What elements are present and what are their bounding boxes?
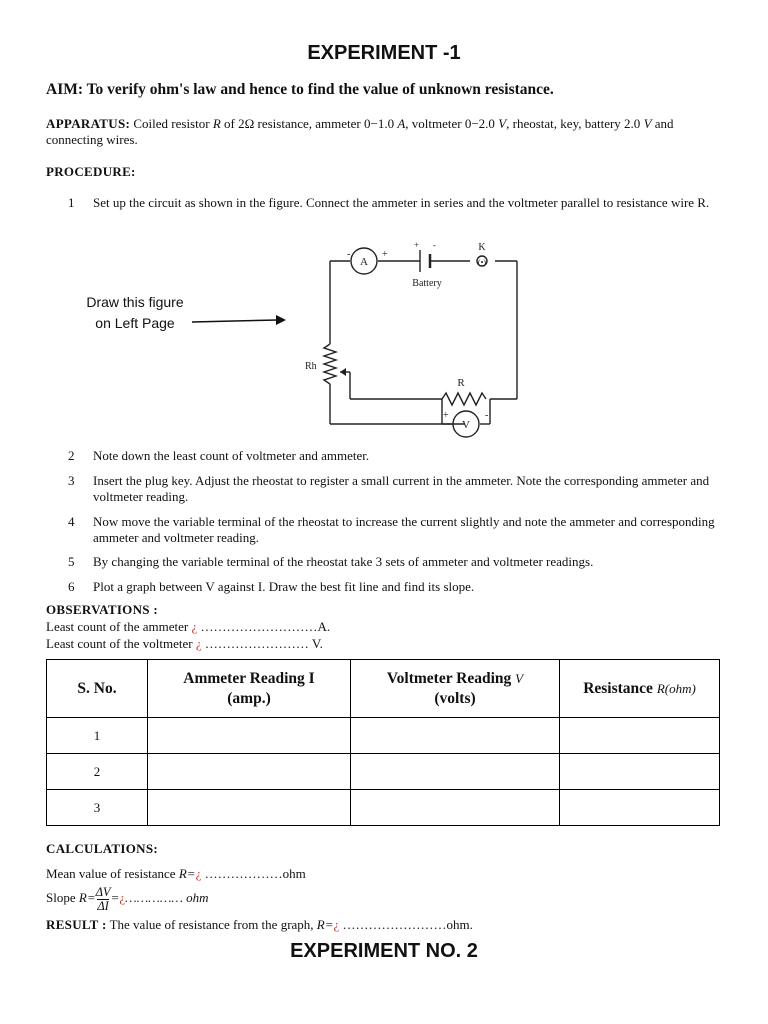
table-header-row	[47, 660, 720, 718]
lc-ammeter-blank: ………………………A.	[197, 619, 331, 634]
figure-note-line-2: on Left Page	[95, 315, 175, 331]
slope-text: Slope	[46, 890, 79, 905]
observations-heading: OBSERVATIONS :	[46, 602, 158, 617]
result-blank: ……………………ohm.	[339, 917, 473, 932]
pointer-arrow	[190, 312, 290, 332]
step-1	[68, 195, 728, 211]
battery-plus: +	[414, 240, 420, 250]
step-number: 6	[68, 579, 75, 594]
step-text: Insert the plug key. Adjust the rheostat to register a small current in the ammeter. Note the corresponding ammeter and voltmeter reading.	[93, 473, 710, 504]
placeholder-glyph: ¿	[333, 917, 340, 932]
table-cell[interactable]	[351, 790, 560, 826]
rheostat-arrow	[340, 368, 346, 376]
circuit-diagram	[180, 234, 530, 444]
result-line	[46, 917, 726, 933]
slope-R: R=	[78, 890, 96, 905]
key-label: K	[478, 242, 486, 253]
ammeter-minus: -	[347, 249, 351, 260]
mean-resistance-line	[46, 866, 726, 882]
figure-note-line-1: Draw this figure	[86, 294, 184, 310]
least-count-voltmeter	[46, 636, 726, 652]
apparatus-text-4: , rheostat, key, battery 2.0	[506, 116, 644, 131]
resistor-symbol	[442, 393, 486, 405]
result-expr: R=	[316, 917, 334, 932]
key-plug: (•)	[477, 258, 487, 267]
procedure-heading: PROCEDURE:	[46, 164, 136, 179]
step-4	[68, 514, 728, 546]
step-2	[68, 448, 728, 464]
apparatus-A: A	[397, 116, 406, 131]
header-resistance-title: Resistance	[583, 679, 657, 697]
apparatus-text-5: and connecting wires.	[46, 116, 674, 147]
header-resistance-unit: R(ohm)	[656, 680, 696, 696]
apparatus-paragraph	[46, 116, 726, 148]
slope-equals: =	[110, 890, 120, 905]
apparatus-text-2: of 2Ω resistance, ammeter 0−1.0	[220, 116, 398, 131]
step-number: 4	[68, 514, 75, 529]
table-cell[interactable]	[560, 718, 720, 754]
resistor-label: R	[457, 377, 465, 389]
apparatus-text-1: Coiled resistor	[133, 116, 213, 131]
mean-expr: R=	[178, 866, 196, 881]
apparatus-V: V	[498, 116, 507, 131]
next-experiment-title: EXPERIMENT NO. 2	[290, 940, 478, 962]
table-row	[47, 754, 720, 790]
step-number: 3	[68, 473, 75, 488]
placeholder-glyph: ¿	[191, 619, 198, 634]
slope-fraction	[96, 886, 111, 913]
calculations-heading: CALCULATIONS:	[46, 841, 159, 856]
placeholder-glyph: ¿	[119, 890, 126, 905]
header-ammeter-unit: (amp.)	[227, 689, 271, 707]
header-voltmeter-symbol: V	[515, 670, 524, 686]
step-3	[68, 473, 728, 505]
mean-blank: ………………ohm	[201, 866, 306, 881]
row-number: 2	[47, 754, 148, 790]
table-cell[interactable]	[351, 754, 560, 790]
table-row	[47, 718, 720, 754]
table-cell[interactable]	[351, 718, 560, 754]
observation-table	[46, 659, 720, 826]
voltmeter-plus: +	[443, 410, 449, 421]
step-number: 1	[68, 195, 75, 210]
placeholder-glyph: ¿	[195, 866, 202, 881]
page-title: EXPERIMENT -1	[307, 42, 461, 64]
step-text: Now move the variable terminal of the rheostat to increase the current slightly and note the ammeter and corresponding ammeter and voltmeter reading.	[93, 514, 715, 545]
table-cell[interactable]	[148, 754, 351, 790]
row-number: 1	[47, 718, 148, 754]
rheostat-label: Rh	[305, 361, 317, 372]
step-5	[68, 554, 728, 570]
least-count-ammeter	[46, 619, 726, 635]
voltmeter-label: V	[462, 419, 470, 431]
battery-minus: -	[433, 240, 436, 250]
lc-voltmeter-text: Least count of the voltmeter	[46, 636, 196, 651]
slope-line	[46, 883, 726, 913]
table-row	[47, 790, 720, 826]
header-resistance	[560, 660, 720, 718]
result-text: The value of resistance from the graph,	[106, 917, 317, 932]
slope-blank: …………… ohm	[125, 890, 209, 905]
rheostat-symbol	[324, 344, 336, 384]
ammeter-label: A	[360, 256, 368, 268]
slope-denominator: ΔI	[97, 898, 109, 913]
battery-label: Battery	[412, 278, 442, 289]
result-label: RESULT :	[46, 917, 107, 932]
placeholder-glyph: ¿	[195, 636, 202, 651]
ammeter-plus: +	[382, 249, 388, 260]
header-voltmeter-title: Voltmeter Reading	[386, 669, 516, 687]
table-cell[interactable]	[148, 790, 351, 826]
apparatus-label: APPARATUS:	[46, 116, 131, 131]
slope-numerator: ΔV	[95, 884, 111, 899]
apparatus-text-3: , voltmeter 0−2.0	[405, 116, 499, 131]
step-text: By changing the variable terminal of the rheostat take 3 sets of ammeter and voltmeter readings.	[93, 554, 594, 569]
table-cell[interactable]	[148, 718, 351, 754]
apparatus-R: R	[212, 116, 221, 131]
header-voltmeter-unit: (volts)	[434, 689, 476, 707]
step-6	[68, 579, 728, 595]
header-ammeter	[148, 660, 351, 718]
step-text: Set up the circuit as shown in the figure. Connect the ammeter in series and the voltmeter parallel to resistance wire R.	[93, 195, 710, 210]
mean-text: Mean value of resistance	[46, 866, 179, 881]
lc-ammeter-text: Least count of the ammeter	[46, 619, 192, 634]
step-text: Plot a graph between V against I. Draw the best fit line and find its slope.	[93, 579, 475, 594]
header-ammeter-title: Ammeter Reading I	[183, 669, 315, 687]
header-sno: S. No.	[47, 660, 148, 718]
table-cell[interactable]	[560, 790, 720, 826]
step-number: 5	[68, 554, 75, 569]
voltmeter-minus: -	[485, 410, 489, 421]
step-text: Note down the least count of voltmeter and ammeter.	[93, 448, 370, 463]
aim-statement: AIM: To verify ohm's law and hence to find the value of unknown resistance.	[46, 81, 554, 98]
lc-voltmeter-blank: …………………… V.	[201, 636, 323, 651]
apparatus-V2: V	[643, 116, 652, 131]
header-voltmeter	[351, 660, 560, 718]
step-number: 2	[68, 448, 75, 463]
row-number: 3	[47, 790, 148, 826]
table-cell[interactable]	[560, 754, 720, 790]
